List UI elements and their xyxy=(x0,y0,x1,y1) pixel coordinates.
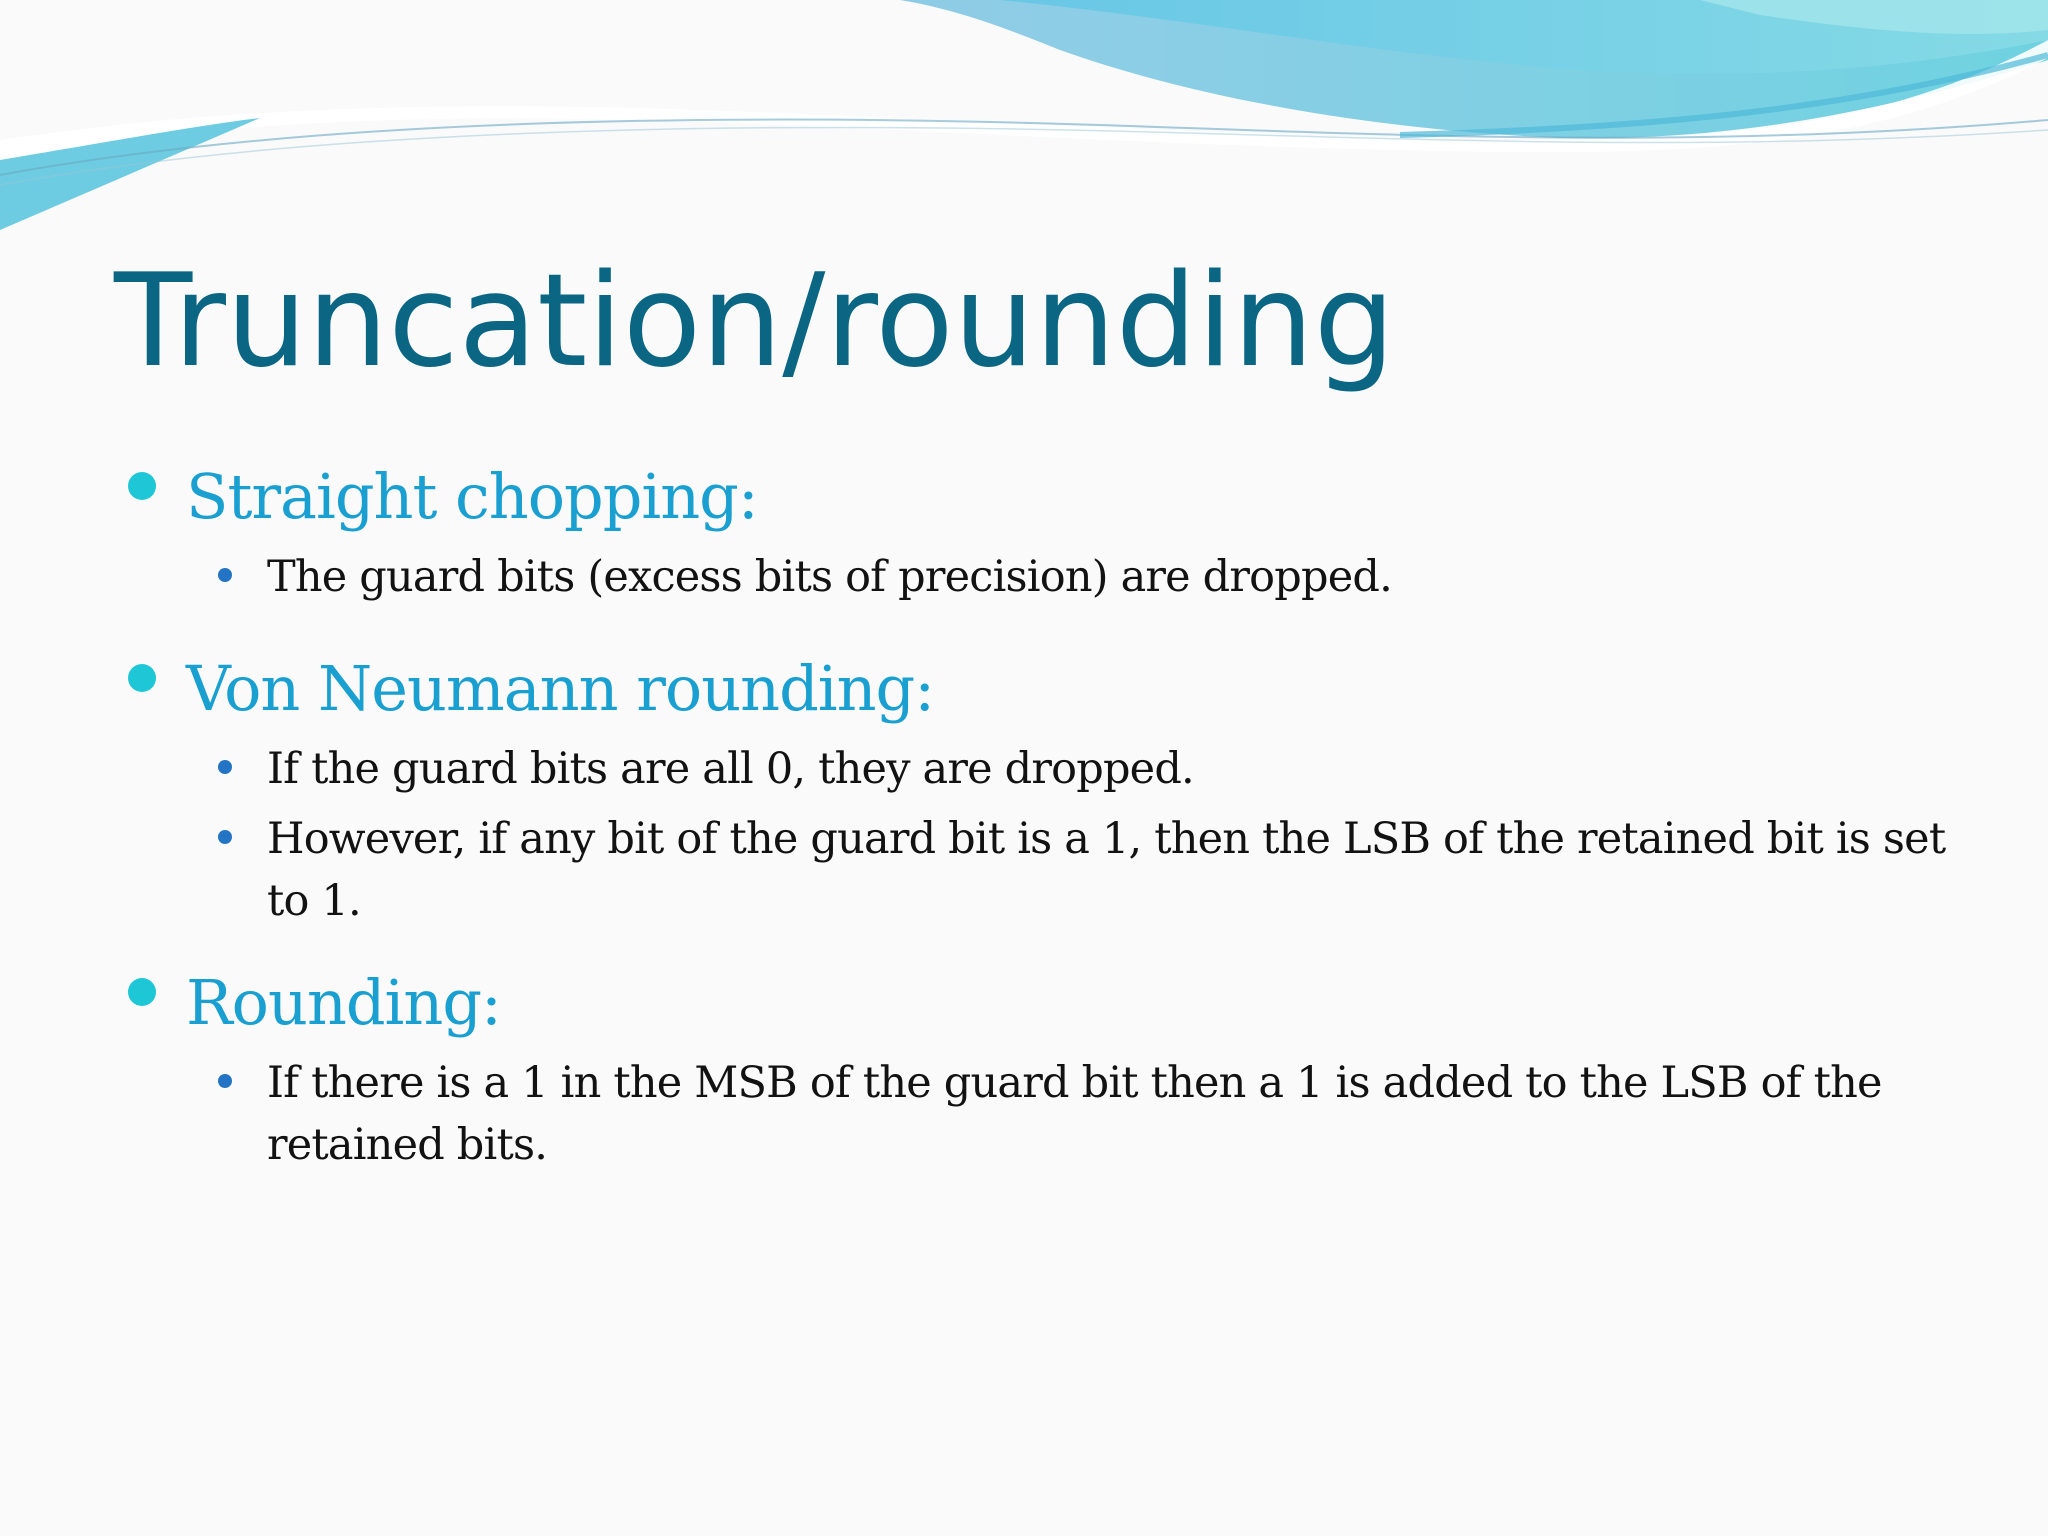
sub-bullet-text: The guard bits (excess bits of precision) are dropped. xyxy=(267,552,1392,602)
sub-bullet xyxy=(126,1052,1946,1176)
bullet-dot-icon xyxy=(128,978,156,1006)
header-wave-decoration xyxy=(0,0,2048,240)
slide-title: Truncation/rounding xyxy=(114,247,1395,396)
bullet-heading: Straight chopping: xyxy=(186,460,758,533)
bullet-heading-row xyxy=(126,958,1946,1048)
sub-bullet xyxy=(126,808,1946,932)
sub-bullet xyxy=(126,546,1946,608)
bullet-dot-icon xyxy=(128,472,156,500)
sub-bullet-text: If the guard bits are all 0, they are dropped. xyxy=(267,744,1194,794)
bullet-section-straight-chopping xyxy=(126,452,1946,608)
sub-bullet-dot-icon xyxy=(218,760,232,774)
bullet-section-von-neumann xyxy=(126,644,1946,932)
sub-bullet xyxy=(126,738,1946,800)
bullet-dot-icon xyxy=(128,664,156,692)
bullet-heading: Von Neumann rounding: xyxy=(186,652,935,725)
bullet-section-rounding xyxy=(126,958,1946,1176)
sub-bullet-dot-icon xyxy=(218,830,232,844)
bullet-heading-row xyxy=(126,644,1946,734)
sub-bullet-text: If there is a 1 in the MSB of the guard bit then a 1 is added to the LSB of the retained bits. xyxy=(267,1058,1882,1170)
sub-bullet-dot-icon xyxy=(218,568,232,582)
bullet-heading: Rounding: xyxy=(186,966,501,1039)
sub-bullet-text: However, if any bit of the guard bit is a 1, then the LSB of the retained bit is set to 1. xyxy=(267,814,1946,926)
sub-bullet-dot-icon xyxy=(218,1074,232,1088)
bullet-heading-row xyxy=(126,452,1946,542)
bullet-list xyxy=(126,452,1946,1202)
